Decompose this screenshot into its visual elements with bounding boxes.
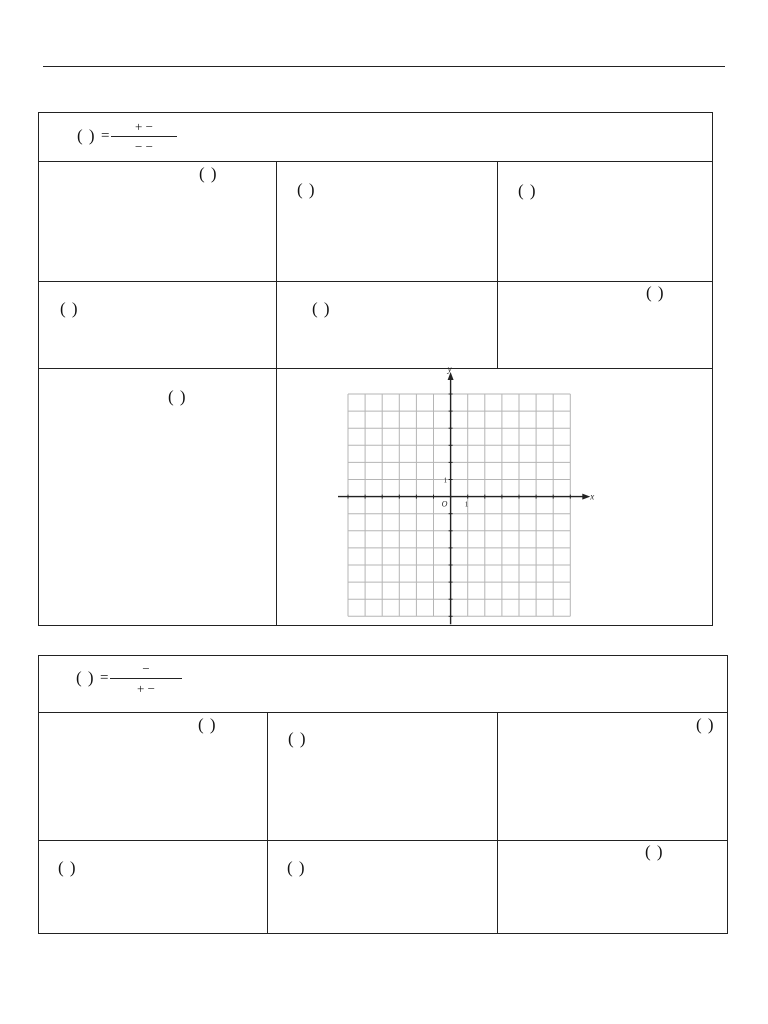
x-axis-arrow	[582, 494, 590, 500]
answer-blank[interactable]: ( )	[645, 842, 664, 861]
equals-sign: =	[100, 670, 109, 686]
p2-cell-r2c1	[39, 841, 268, 934]
p2-cell-r1c1	[39, 713, 268, 841]
answer-blank[interactable]: ( )	[288, 729, 307, 748]
fraction-numerator: −	[142, 661, 150, 676]
origin-label: O	[441, 499, 448, 509]
coordinate-plane	[341, 364, 601, 621]
p2-cell-r1c3	[498, 713, 728, 841]
answer-blank[interactable]: ( )	[198, 715, 217, 734]
equals-sign: =	[101, 128, 110, 144]
x-axis-label: x	[590, 491, 595, 502]
answer-blank[interactable]: ( )	[297, 180, 316, 199]
p1-cell-r1c1	[39, 162, 277, 282]
fraction-numerator: + −	[135, 119, 153, 134]
y-unit-label: 1	[443, 476, 448, 485]
function-fraction	[110, 661, 182, 696]
x-unit-label: 1	[464, 500, 469, 509]
p1-cell-r2c3	[498, 282, 713, 369]
fraction-bar	[111, 136, 177, 137]
p1-cell-r1c3	[498, 162, 713, 282]
p1-cell-r1c2	[277, 162, 498, 282]
p2-cell-r2c3	[498, 841, 728, 934]
answer-blank[interactable]: ( )	[696, 715, 715, 734]
answer-blank[interactable]: ( )	[287, 858, 306, 877]
y-axis-label: y	[447, 364, 452, 374]
answer-blank[interactable]: ( )	[518, 181, 537, 200]
p1-cell-r2c1	[39, 282, 277, 369]
fraction-denominator: − −	[135, 139, 153, 154]
p2-cell-r2c2	[268, 841, 498, 934]
function-fraction	[111, 119, 177, 154]
p1-cell-r2c2	[277, 282, 498, 369]
fraction-denominator: + −	[137, 681, 155, 696]
coordinate-grid[interactable]	[341, 364, 601, 621]
fraction-bar	[110, 678, 182, 679]
answer-blank[interactable]: ( )	[312, 299, 331, 318]
answer-blank[interactable]: ( )	[60, 299, 79, 318]
header-rule	[43, 66, 725, 67]
p2-cell-r1c2	[268, 713, 498, 841]
answer-blank[interactable]: ( )	[199, 164, 218, 183]
problem-2-function-cell	[39, 656, 728, 713]
problem-1-function-cell	[39, 113, 713, 162]
p1-graph-cell	[277, 364, 713, 626]
p1-cell-r3c1	[39, 369, 277, 626]
function-name-blank[interactable]: ( )	[76, 668, 95, 687]
answer-blank[interactable]: ( )	[168, 387, 187, 406]
answer-blank[interactable]: ( )	[58, 858, 77, 877]
problem-2-table	[38, 655, 728, 934]
problem-1-table	[38, 112, 713, 626]
answer-blank[interactable]: ( )	[646, 283, 665, 302]
function-name-blank[interactable]: ( )	[77, 126, 96, 145]
